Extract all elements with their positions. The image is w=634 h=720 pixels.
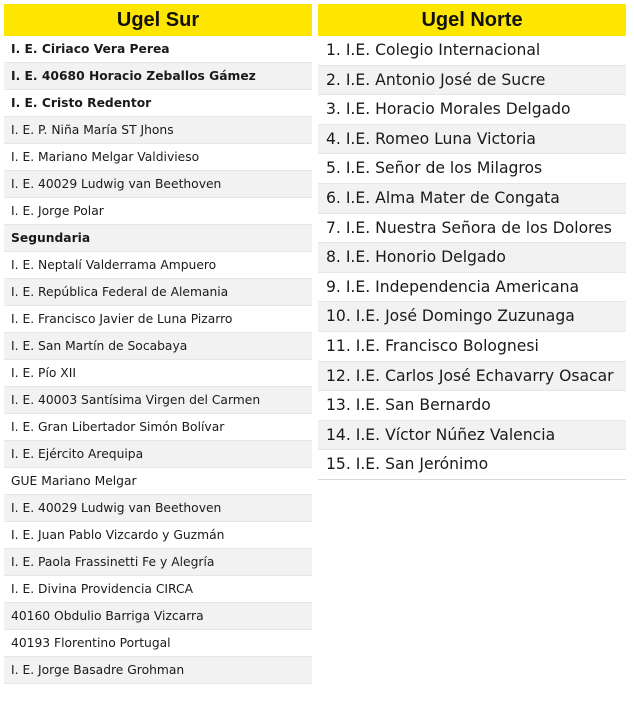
school-row: 40193 Florentino Portugal [4, 630, 312, 657]
school-row: 15. I.E. San Jerónimo [318, 450, 626, 480]
school-row: I. E. 40029 Ludwig van Beethoven [4, 171, 312, 198]
school-row: I. E. Ejército Arequipa [4, 441, 312, 468]
school-row: I. E. Jorge Polar [4, 198, 312, 225]
school-row: I. E. P. Niña María ST Jhons [4, 117, 312, 144]
school-row: I. E. 40003 Santísima Virgen del Carmen [4, 387, 312, 414]
school-row: 5. I.E. Señor de los Milagros [318, 154, 626, 184]
ugel-norte-header: Ugel Norte [318, 4, 626, 36]
school-row: I. E. Pío XII [4, 360, 312, 387]
school-row: I. E. Francisco Javier de Luna Pizarro [4, 306, 312, 333]
school-row: 4. I.E. Romeo Luna Victoria [318, 125, 626, 155]
school-row: GUE Mariano Melgar [4, 468, 312, 495]
school-row: I. E. Gran Libertador Simón Bolívar [4, 414, 312, 441]
section-label-secundaria: Segundaria [4, 225, 312, 252]
school-row: I. E. 40680 Horacio Zeballos Gámez [4, 63, 312, 90]
ugel-sur-list [4, 36, 312, 684]
school-row: 8. I.E. Honorio Delgado [318, 243, 626, 273]
school-row: 12. I.E. Carlos José Echavarry Osacar [318, 362, 626, 392]
ugel-norte-list [318, 36, 626, 480]
school-row: I. E. Ciriaco Vera Perea [4, 36, 312, 63]
ugel-sur-table [4, 4, 312, 684]
school-row: I. E. Divina Providencia CIRCA [4, 576, 312, 603]
school-row: 14. I.E. Víctor Núñez Valencia [318, 421, 626, 451]
school-row: 11. I.E. Francisco Bolognesi [318, 332, 626, 362]
school-row: I. E. Mariano Melgar Valdivieso [4, 144, 312, 171]
ugel-sur-header: Ugel Sur [4, 4, 312, 36]
school-row: I. E. Cristo Redentor [4, 90, 312, 117]
school-row: I. E. Neptalí Valderrama Ampuero [4, 252, 312, 279]
school-row: 7. I.E. Nuestra Señora de los Dolores [318, 214, 626, 244]
school-row: 6. I.E. Alma Mater de Congata [318, 184, 626, 214]
school-row: I. E. Jorge Basadre Grohman [4, 657, 312, 684]
school-row: 40160 Obdulio Barriga Vizcarra [4, 603, 312, 630]
school-row: I. E. San Martín de Socabaya [4, 333, 312, 360]
ugel-norte-table [318, 4, 626, 480]
school-row: 1. I.E. Colegio Internacional [318, 36, 626, 66]
school-row: I. E. 40029 Ludwig van Beethoven [4, 495, 312, 522]
school-row: I. E. Paola Frassinetti Fe y Alegría [4, 549, 312, 576]
school-row: 2. I.E. Antonio José de Sucre [318, 66, 626, 96]
school-row: 9. I.E. Independencia Americana [318, 273, 626, 303]
school-row: 13. I.E. San Bernardo [318, 391, 626, 421]
school-row: 10. I.E. José Domingo Zuzunaga [318, 302, 626, 332]
school-row: 3. I.E. Horacio Morales Delgado [318, 95, 626, 125]
school-row: I. E. República Federal de Alemania [4, 279, 312, 306]
school-row: I. E. Juan Pablo Vizcardo y Guzmán [4, 522, 312, 549]
